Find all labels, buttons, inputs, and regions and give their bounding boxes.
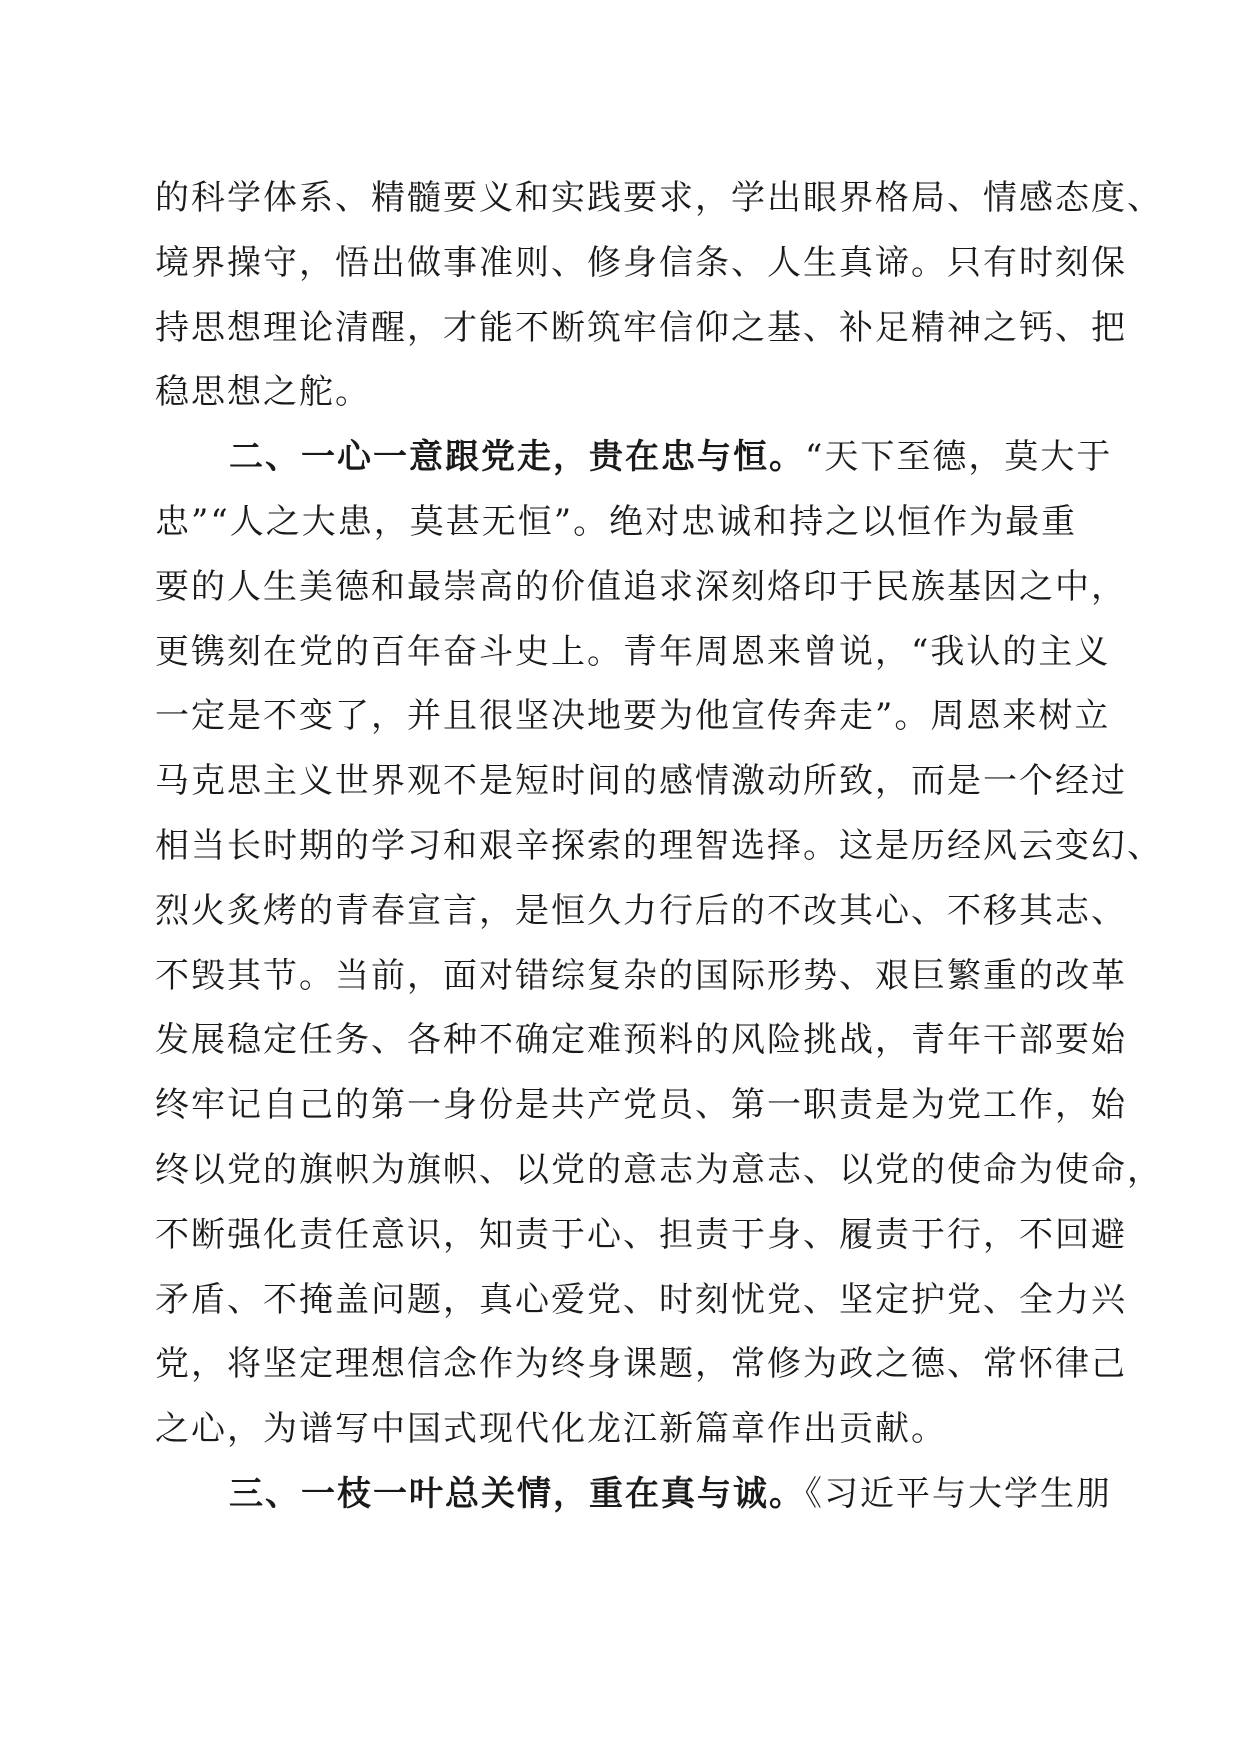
section-text: “天下至德，莫大于 <box>805 437 1113 478</box>
text-line: 稳思想之舵。 <box>155 372 371 413</box>
section-heading-2: 二、一心一意跟党走，贵在忠与恒。 <box>229 437 805 478</box>
text-line: 要的人生美德和最崇高的价值追求深刻烙印于民族基因之中， <box>155 566 1127 607</box>
body-text <box>155 166 1163 1527</box>
text-line: 忠”“人之大患，莫甚无恒”。绝对忠诚和持之以恒作为最重 <box>155 501 1078 542</box>
text-line: 马克思主义世界观不是短时间的感情激动所致，而是一个经过 <box>155 761 1127 802</box>
text-line: 发展稳定任务、各种不确定难预料的风险挑战，青年干部要始 <box>155 1020 1127 1061</box>
text-line: 之心，为谱写中国式现代化龙江新篇章作出贡献。 <box>155 1409 947 1450</box>
section-text: 《习近平与大学生朋 <box>805 1473 1112 1514</box>
section-heading-3: 三、一枝一叶总关情，重在真与诚。 <box>229 1473 805 1514</box>
text-line: 一定是不变了，并且很坚决地要为他宣传奔走”。周恩来树立 <box>155 696 1111 737</box>
text-line: 持思想理论清醒，才能不断筑牢信仰之基、补足精神之钙、把 <box>155 307 1127 348</box>
text-line: 相当长时期的学习和艰辛探索的理智选择。这是历经风云变幻、 <box>155 825 1163 866</box>
text-line: 不断强化责任意识，知责于心、担责于身、履责于行，不回避 <box>155 1214 1127 1255</box>
text-line: 的科学体系、精髓要义和实践要求，学出眼界格局、情感态度、 <box>155 178 1163 218</box>
text-line: 终以党的旗帜为旗帜、以党的意志为意志、以党的使命为使命， <box>155 1149 1163 1190</box>
text-line: 更镌刻在党的百年奋斗史上。青年周恩来曾说，“我认的主义 <box>155 631 1111 672</box>
text-line: 矛盾、不掩盖问题，真心爱党、时刻忧党、坚定护党、全力兴 <box>155 1279 1127 1320</box>
text-line: 烈火炙烤的青春宣言，是恒久力行后的不改其心、不移其志、 <box>155 890 1127 931</box>
text-line: 不毁其节。当前，面对错综复杂的国际形势、艰巨繁重的改革 <box>155 955 1127 996</box>
text-line: 终牢记自己的第一身份是共产党员、第一职责是为党工作，始 <box>155 1085 1127 1126</box>
text-line: 境界操守，悟出做事准则、修身信条、人生真谛。只有时刻保 <box>155 242 1127 283</box>
text-line: 党，将坚定理想信念作为终身课题，常修为政之德、常怀律己 <box>155 1344 1127 1385</box>
section-heading-line <box>155 1462 1112 1527</box>
section-heading-line <box>155 425 1113 490</box>
